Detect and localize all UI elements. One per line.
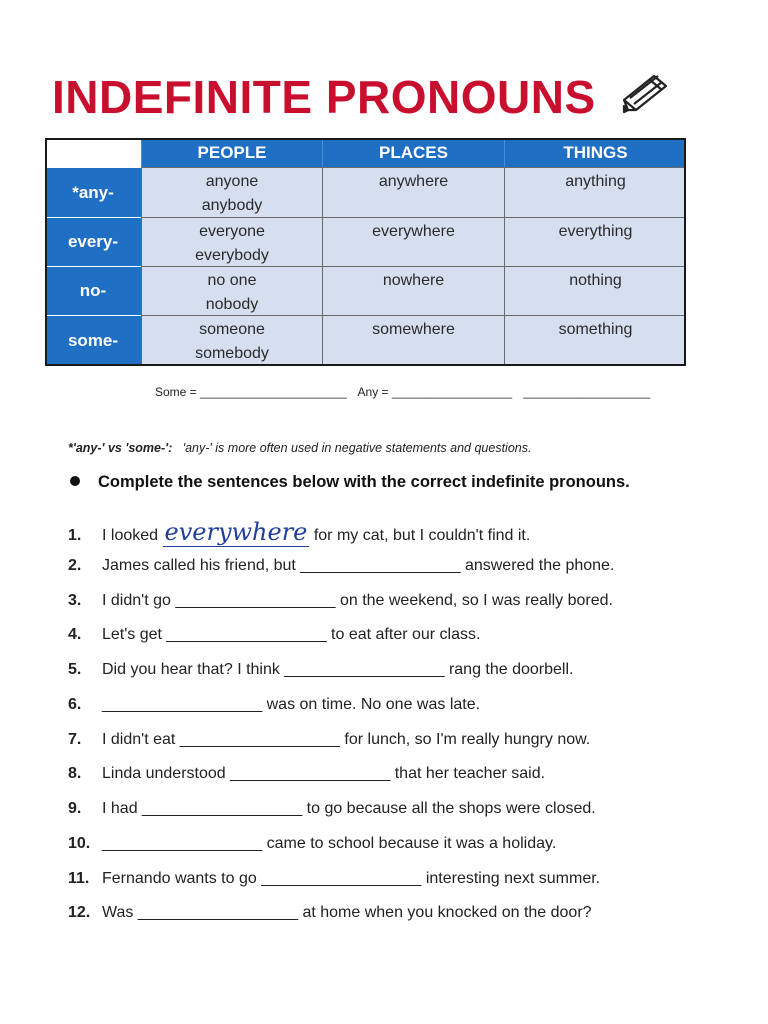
exercise-text[interactable]: Was __________________ at home when you knocked on the door? [102, 904, 592, 921]
table-cell-things: nothing [504, 266, 686, 315]
exercise-number: 6. [68, 696, 82, 713]
usage-note [68, 441, 531, 455]
column-header-places: PLACES [322, 138, 504, 167]
cell-text: someone [199, 321, 265, 338]
extra-blank[interactable]: ___________________ [523, 385, 651, 399]
table-cell-places: everywhere [322, 217, 504, 266]
exercise-text[interactable]: Linda understood __________________ that her teacher said. [102, 765, 546, 782]
exercise-number: 10. [68, 835, 91, 852]
page-title: INDEFINITE PRONOUNS [52, 71, 596, 123]
exercise-number: 11. [68, 870, 90, 887]
answer-blank[interactable]: everywhere [164, 518, 308, 546]
exercise-number: 2. [68, 557, 82, 574]
instructions [70, 473, 630, 492]
exercise-item [68, 592, 613, 610]
exercise-text-after: for my cat, but I couldn't find it. [313, 527, 531, 544]
exercise-item [68, 765, 545, 783]
exercise-text[interactable]: I had __________________ to go because all the shops were closed. [102, 800, 596, 817]
pencil-icon [620, 70, 676, 116]
cell-text: anyone [205, 173, 259, 190]
row-label-every: every- [45, 217, 141, 266]
exercise-text[interactable]: Let's get __________________ to eat after our class. [102, 626, 481, 643]
exercise-item [68, 557, 614, 575]
cell-text: everyone [199, 223, 265, 240]
cell-text: no one [207, 272, 257, 289]
exercise-number: 12. [68, 904, 91, 921]
cell-text: nobody [205, 296, 259, 313]
row-label-any: *any- [45, 167, 141, 217]
exercise-item [68, 835, 556, 853]
column-header-people: PEOPLE [141, 138, 322, 167]
exercise-item [68, 731, 590, 749]
cell-text: anybody [201, 197, 263, 214]
exercise-item [68, 696, 480, 714]
table-cell-people [141, 167, 322, 217]
table-cell-places: nowhere [322, 266, 504, 315]
exercise-text[interactable]: Fernando wants to go __________________ interesting next summer. [102, 870, 601, 887]
exercise-text[interactable]: I didn't go __________________ on the weekend, so I was really bored. [102, 592, 613, 609]
any-blank[interactable]: Any = __________________ [357, 385, 513, 399]
instruction-text: Complete the sentences below with the correct indefinite pronouns. [98, 473, 630, 491]
exercise-text[interactable]: I didn't eat __________________ for lunch, so I'm really hungry now. [102, 731, 591, 748]
definition-fill-line [155, 385, 658, 399]
exercise-text[interactable]: __________________ was on time. No one was late. [102, 696, 481, 713]
table-cell-things: anything [504, 167, 686, 217]
exercise-number: 8. [68, 765, 82, 782]
exercise-text[interactable]: James called his friend, but __________________ answered the phone. [102, 557, 615, 574]
exercise-number: 5. [68, 661, 82, 678]
exercise-number: 9. [68, 800, 82, 817]
exercise-number: 7. [68, 731, 82, 748]
exercise-text[interactable]: Did you hear that? I think __________________ rang the doorbell. [102, 661, 574, 678]
exercise-item [68, 661, 573, 679]
row-label-some: some- [45, 315, 141, 366]
column-header-things: THINGS [504, 138, 686, 167]
exercise-number: 1. [68, 527, 82, 544]
exercise-number: 4. [68, 626, 82, 643]
table-cell-people [141, 315, 322, 366]
table-cell-places: anywhere [322, 167, 504, 217]
exercise-number: 3. [68, 592, 82, 609]
table-cell-people [141, 217, 322, 266]
exercise-item [68, 904, 592, 922]
table-cell-places: somewhere [322, 315, 504, 366]
exercise-text-before: I looked [102, 527, 159, 544]
pronoun-table [45, 138, 686, 366]
row-label-no: no- [45, 266, 141, 315]
table-cell-things: something [504, 315, 686, 366]
exercise-text[interactable]: __________________ came to school because it was a holiday. [102, 835, 557, 852]
exercise-item [68, 800, 596, 818]
note-prefix: *'any-' vs 'some-': [68, 441, 173, 455]
some-blank[interactable]: Some = ______________________ [155, 385, 347, 399]
bullet-icon [70, 476, 80, 486]
note-text: 'any-' is more often used in negative statements and questions. [182, 441, 532, 455]
table-cell-people [141, 266, 322, 315]
exercise-item [68, 870, 600, 888]
exercise-item [68, 518, 530, 546]
exercise-item [68, 626, 480, 644]
cell-text: everybody [195, 247, 269, 264]
table-cell-things: everything [504, 217, 686, 266]
cell-text: somebody [195, 345, 269, 362]
